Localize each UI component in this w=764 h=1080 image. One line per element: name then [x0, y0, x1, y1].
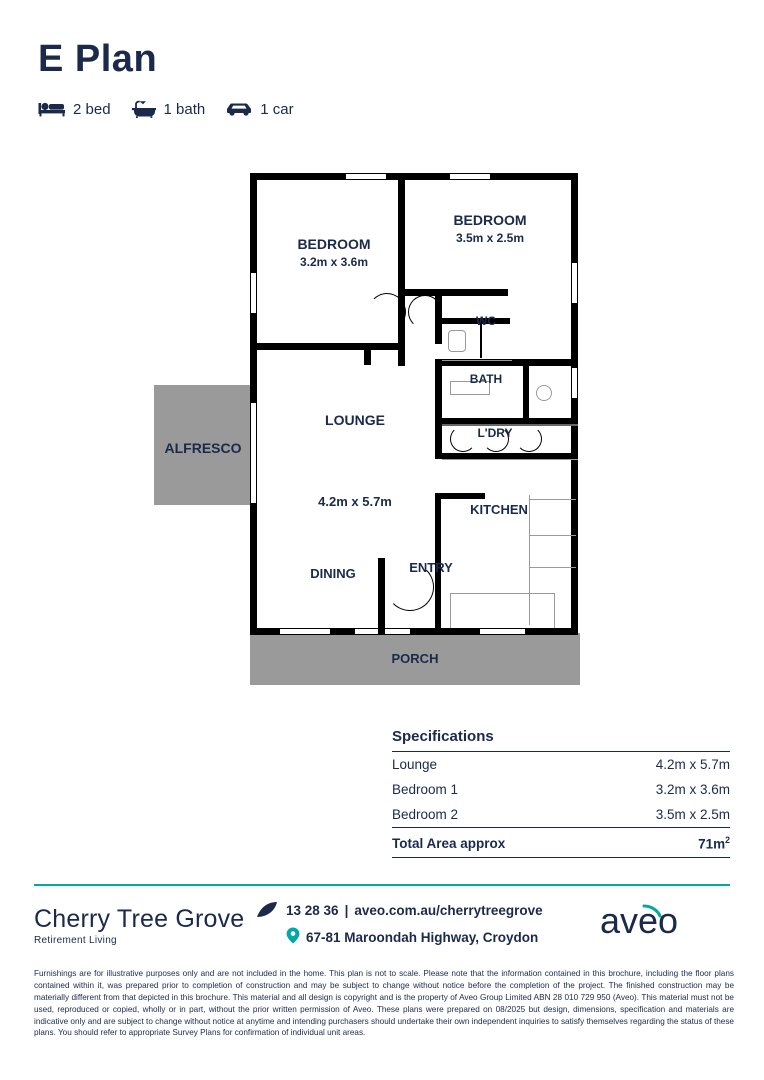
spec-label-bedroom1: Bedroom 1: [392, 782, 459, 797]
room-label-lounge-dim: 4.2m x 5.7m: [318, 494, 392, 509]
window-dining-bottom: [280, 629, 330, 634]
feature-car: [225, 101, 293, 118]
bedroom1-door-arc: [368, 293, 406, 331]
bath-basin: [536, 385, 552, 401]
room-label-bedroom2: BEDROOM 3.5m x 2.5m: [453, 212, 527, 245]
room-label-entry: ENTRY: [409, 560, 453, 575]
wc-toilet: [448, 330, 466, 352]
page-title: E Plan: [38, 38, 158, 80]
window-bedroom1-left: [251, 273, 256, 313]
brand-name: Cherry Tree Grove: [34, 905, 245, 933]
svg-text:aveo: aveo: [600, 900, 679, 941]
bath-fixture-line: [442, 360, 512, 361]
window-bedroom2-top: [346, 174, 386, 179]
feature-bed-label: 2 bed: [73, 100, 111, 118]
kitchen-bench-3: [530, 567, 576, 568]
disclaimer-text: Furnishings are for illustrative purposes only and are not included in the home. This plan is not to scale. Please note that the information contained in this brochure, including the floor plans contained within it, was prepared prior to completion of construction and may be subject to change without notice before the completion of the project. The finished construction may be materially different from that depicted in this brochure. This material and all design is copyright and is the property of Aveo Group Limited ABN 28 010 729 950 (Aveo). This material must not be used, reproduced or copied, wholly or in part, without the prior written permission of Aveo. These plans were prepared on 08/2025 but design, dimensions, specification and materials are indicative only and are subject to change without notice at anytime and intending purchasers should undertake their own independent inquiries to satisfy themselves regarding the status of these plans. You should refer to appropriate Survey Plans for confirmation of individual unit areas.: [34, 969, 734, 1038]
wall-bath-right: [523, 359, 529, 419]
sliding-door-lounge: [251, 403, 256, 503]
room-label-dining: DINING: [310, 566, 356, 581]
feature-summary: [38, 100, 306, 118]
room-label-bedroom1: BEDROOM 3.2m x 3.6m: [297, 236, 371, 269]
feature-bed: [38, 100, 111, 118]
room-label-bath: BATH: [469, 372, 503, 386]
wall-bath-left: [435, 359, 442, 459]
spec-label-bedroom2: Bedroom 2: [392, 807, 459, 822]
contact-block: [286, 903, 543, 947]
room-label-alfresco: ALFRESCO: [164, 440, 242, 456]
window-bedroom2-top-2: [450, 174, 490, 179]
window-kitchen-bottom: [480, 629, 525, 634]
wall-between-bedrooms: [398, 173, 405, 295]
spec-value-total: $71m^2$: [596, 828, 730, 858]
table-row: [392, 802, 730, 828]
footer-divider: [34, 884, 730, 886]
room-label-lounge: LOUNGE: [325, 412, 385, 428]
address-text: 67-81 Maroondah Highway, Croydon: [306, 929, 539, 945]
spec-value-lounge: 4.2m x 5.7m: [655, 757, 730, 772]
leaf-icon: [255, 900, 279, 925]
website-link[interactable]: aveo.com.au/cherrytreegrove: [354, 903, 543, 918]
bath-icon: [131, 100, 157, 118]
brand-block: [34, 905, 244, 946]
table-row-total: [392, 828, 730, 858]
wall-kitchen-top: [435, 493, 485, 499]
aveo-logo: [600, 900, 730, 949]
kitchen-island-top: [450, 593, 555, 594]
table-row: [392, 777, 730, 802]
spec-label-lounge: Lounge: [392, 757, 438, 772]
feature-bath: [131, 100, 206, 118]
wall-top: [250, 173, 578, 180]
kitchen-island-right: [554, 593, 555, 628]
specifications-heading: Specifications: [392, 728, 494, 745]
room-label-kitchen: KITCHEN: [470, 502, 528, 517]
wall-hall-stub: [364, 343, 371, 365]
room-label-wc: WC: [476, 314, 496, 328]
bed-icon: [38, 100, 66, 118]
specifications-panel: [392, 728, 730, 858]
location-pin-icon: [286, 927, 300, 947]
window-right-1: [572, 263, 577, 303]
spec-value-bedroom2: 3.5m x 2.5m: [655, 807, 730, 822]
kitchen-island-left: [450, 593, 451, 628]
car-icon: [225, 101, 253, 117]
kitchen-bench-top: [530, 499, 576, 500]
cupboard-line: [442, 459, 578, 460]
feature-bath-label: 1 bath: [163, 100, 206, 118]
brand-subtitle: Retirement Living: [34, 935, 117, 946]
spec-label-total: Total Area approx: [392, 828, 596, 858]
wall-bedroom1-bottom: [250, 343, 405, 350]
wall-bedroom2-bottom: [398, 289, 508, 296]
wall-right: [571, 173, 578, 635]
contact-separator: |: [344, 903, 349, 918]
feature-car-label: 1 car: [260, 100, 294, 118]
table-row: [392, 752, 730, 777]
specifications-table: [392, 751, 730, 858]
bedroom2-door-arc: [408, 295, 442, 329]
floorplan-drawing: [150, 163, 580, 703]
kitchen-bench-2: [530, 535, 576, 536]
room-label-laundry: L'DRY: [477, 426, 513, 440]
phone-number[interactable]: 13 28 36: [286, 903, 339, 918]
spec-value-bedroom1: 3.2m x 3.6m: [655, 782, 730, 797]
room-label-porch: PORCH: [391, 651, 439, 666]
window-right-2: [572, 368, 577, 398]
